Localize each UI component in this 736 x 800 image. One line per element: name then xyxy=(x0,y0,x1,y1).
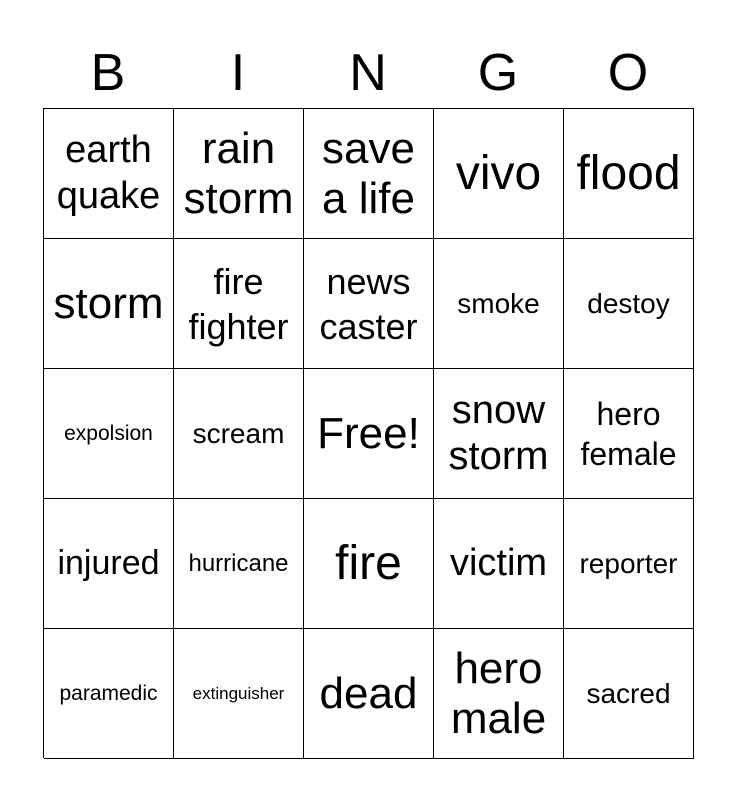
cell-text: save a life xyxy=(322,124,415,223)
bingo-cell-r4-c2[interactable] xyxy=(174,499,304,629)
bingo-cell-r4-c4[interactable] xyxy=(434,499,564,629)
header-letter-o: O xyxy=(607,44,649,102)
bingo-cell-r4-c3[interactable] xyxy=(304,499,434,629)
cell-text: earth quake xyxy=(56,128,161,217)
cell-text: hero female xyxy=(580,395,677,472)
bingo-cell-r2-c5[interactable] xyxy=(564,239,694,369)
cell-text: victim xyxy=(449,541,548,584)
bingo-cell-r1-c5[interactable] xyxy=(564,109,694,239)
cell-text: destoy xyxy=(587,287,670,319)
cell-text: fire xyxy=(335,536,402,590)
bingo-cell-r1-c4[interactable] xyxy=(434,109,564,239)
free-space-text: Free! xyxy=(317,408,420,458)
bingo-cell-r3-c3[interactable] xyxy=(304,369,434,499)
cell-text: rain storm xyxy=(183,124,294,223)
cell-text: injured xyxy=(57,544,160,583)
cell-text: hurricane xyxy=(188,549,289,577)
cell-text: paramedic xyxy=(59,681,158,705)
cell-text: dead xyxy=(319,668,418,718)
bingo-cell-r5-c1[interactable] xyxy=(44,629,174,759)
cell-text: sacred xyxy=(586,677,671,709)
cell-text: news caster xyxy=(319,260,418,347)
bingo-cell-r3-c2[interactable] xyxy=(174,369,304,499)
bingo-board xyxy=(43,108,694,758)
cell-text: reporter xyxy=(579,547,678,579)
cell-text: scream xyxy=(192,417,285,449)
header-letter-i: I xyxy=(230,44,246,102)
bingo-cell-r2-c4[interactable] xyxy=(434,239,564,369)
bingo-cell-r1-c1[interactable] xyxy=(44,109,174,239)
bingo-cell-r2-c3[interactable] xyxy=(304,239,434,369)
bingo-cell-r5-c3[interactable] xyxy=(304,629,434,759)
bingo-cell-r4-c5[interactable] xyxy=(564,499,694,629)
bingo-cell-r3-c5[interactable] xyxy=(564,369,694,499)
header-letter-g: G xyxy=(477,44,519,102)
cell-text: vivo xyxy=(455,146,542,200)
bingo-cell-r5-c2[interactable] xyxy=(174,629,304,759)
bingo-cell-r5-c5[interactable] xyxy=(564,629,694,759)
cell-text: expolsion xyxy=(64,421,153,445)
bingo-cell-r1-c3[interactable] xyxy=(304,109,434,239)
bingo-cell-r1-c2[interactable] xyxy=(174,109,304,239)
bingo-cell-r2-c1[interactable] xyxy=(44,239,174,369)
bingo-cell-r5-c4[interactable] xyxy=(434,629,564,759)
cell-text: snow storm xyxy=(448,387,549,478)
header-letter-n: N xyxy=(349,44,387,102)
cell-text: fire fighter xyxy=(188,260,289,347)
header-letter-b: B xyxy=(90,44,126,102)
bingo-cell-r3-c4[interactable] xyxy=(434,369,564,499)
cell-text: smoke xyxy=(457,287,540,319)
bingo-header xyxy=(43,38,693,108)
bingo-cell-r4-c1[interactable] xyxy=(44,499,174,629)
cell-text: storm xyxy=(53,278,164,328)
cell-text: extinguisher xyxy=(192,683,285,703)
cell-text: hero male xyxy=(450,644,547,743)
cell-text: flood xyxy=(576,146,681,200)
bingo-cell-r2-c2[interactable] xyxy=(174,239,304,369)
bingo-cell-r3-c1[interactable] xyxy=(44,369,174,499)
